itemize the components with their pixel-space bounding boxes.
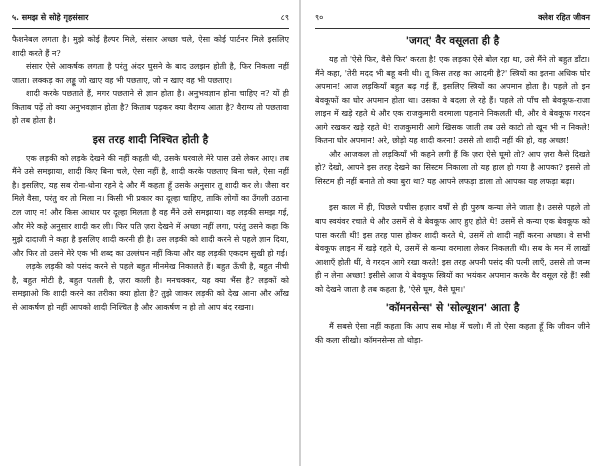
left-paragraph: लड़के लड़की को पसंद करने से पहले बहुत मीनमेख निकालते हैं। बहुत ऊँची है, बहुत नीची है, बहुत मोटी है, बहुत पतली है, ज़रा काली है। मनचक्कर, यह क्या भैंस है? लड़कों को समझाओ कि शादी करने का तरीका क्या होता है? तुझे जाकर लड़की को देख आना और आँख से आकर्षण हो नहीं आपको शादी निश्चित है और आकर्षण न हो तो आप बंद रखना।	[12, 262, 289, 312]
right-page-number: ९०	[315, 12, 324, 22]
section-heading: 'कॉमनसेन्स' से 'सोल्यूशन' आता है	[385, 302, 520, 315]
right-page	[301, 0, 600, 466]
right-paragraph: मैं सबसे ऐसा नहीं कहता कि आप सब मोक्ष में चलो। मैं तो ऐसा कहता हूँ कि जीवन जीने की कला सीखो। कॉमनसेन्स तो थोड़ा-	[315, 322, 590, 345]
left-page	[0, 0, 299, 466]
left-paragraph: फैशनेबल लगता है। मुझे कोई हैल्पर मिले, संसार अच्छा चले, ऐसा कोई पार्टनर मिले इसलिए शादी करते हैं न?	[12, 35, 289, 58]
section-heading: इस तरह शादी निश्चित होती है	[92, 133, 209, 146]
right-paragraph: और आजकल तो लड़कियाँ भी कहने लगी हैं कि ज़रा ऐसे घूमो तो? आप ज़रा कैसे दिखते हो? देखो, आपने इस तरह देखने का सिस्टम निकाला तो यह हाल हो गया है आपका? इससे तो सिस्टम ही नहीं बनाते तो क्या बुरा था? यह आपने लफड़ा डाला तो आपका यह लफड़ा बढ़ा।	[315, 149, 590, 186]
left-paragraph: शादी करके पछताते हैं, मगर पछताने से ज्ञान होता है। अनुभवज्ञान होना चाहिए न? यों ही किताब पढ़ें तो क्या अनुभवज्ञान होता है? किताब पढ़कर क्या वैराग्य आता है? वैराग्य तो पछतावा हो तब होता है।	[12, 89, 289, 126]
left-running-head	[12, 6, 289, 29]
right-paragraph: यह तो 'ऐसे फिर, वैसे फिर' करता है! एक लड़का ऐसे बोल रहा था, उसे मैंने तो बहुत डाँटा। मैंने कहा, 'तेरी मदद भी बहू बनी थी। तू किस तरह का आदमी है?' स्त्रियों का इतना अधिक घोर अपमान! आज लड़कियाँ बहुत बढ़ गई हैं, इसलिए स्त्रियों का अपमान होता है। पहले तो इन बेवकूफों का घोर अपमान होता था। उसका वे बदला ले रहे हैं। पहले तो पाँच सौ बेवकूफ-राजा लाइन में खड़े रहते थे और एक राजकुमारी वरमाला पहनाने निकलती थी, और वे बेवकूफ गरदन आगे रखकर खड़े रहते थे! राजकुमारी आगे खिसक जाती तब उसे काटो तो खून भी न निकले! कितना घोर अपमान! अरे, छोड़ो यह शादी करना! उससे तो शादी नहीं की हो, वह अच्छा!	[315, 55, 590, 146]
right-paragraph: इस काल में ही, पिछले पचीस हज़ार वर्षों से ही पुरुष कन्या लेने जाता है। उससे पहले तो बाप स्वयंवर रचाते थे और उसमें से वे बेवकूफ आए हुए होते थे! उसमें से कन्या एक बेवकूफ को पास करती थी! इस तरह पास होकर शादी करते थे, उसमें तो शादी नहीं करना अच्छा। वे सभी बेवकूफ लाइन में खड़े रहते थे, उसमें से कन्या वरमाला लेकर निकलती थी। सब के मन में लाखों आशाएँ होती थीं, वे गरदन आगे रखा करते! इस तरह अपनी पसंद की पत्नी लाएँ, उससे तो जन्म ही न लेना अच्छा! इसीसे आज ये बेवकूफ स्त्रियों का भयंकर अपमान करके वैर वसूल रहे हैं! स्त्री को देखने जाता है तब कहता है, 'ऐसे घूम, वैसे घूम।'	[315, 203, 590, 294]
section-heading: 'जगत्' वैर वसूलता ही है	[405, 35, 500, 47]
left-paragraph: एक लड़की को लड़के देखने की नहीं कहती थी, उसके घरवाले मेरे पास उसे लेकर आए। तब मैंने उसे समझाया, शादी किए बिना चले, ऐसा नहीं है, शादी करके पछताए बिना चले, ऐसा नहीं है। इसलिए, यह सब रोना-धोना रहने दे और मैं कहता हूँ उसके अनुसार तू शादी कर ले। जैसा वर मिले वैसा, परंतु वर तो मिला न। किसी भी प्रकार का दूल्हा चाहिए, ताकि लोगों का उँगली उठाना टल जाए न! और किस आधार पर दूल्हा मिलता है वह मैंने उसे समझाया। वह लड़की समझ गई, और मेरे कहे अनुसार शादी कर ली। फिर पति ज़रा देखने में अच्छा नहीं लगा, परंतु उसने कहा कि मुझे दादाजी ने कहा है इसलिए शादी करनी ही है। उस लड़की को शादी करने से पहले ज्ञान दिया, और फिर तो उसने मेरे एक भी शब्द का उल्लंघन नहीं किया और वह लड़की एकदम सुखी हो गई।	[12, 153, 289, 258]
right-running-head	[315, 6, 590, 29]
left-paragraph: संसार ऐसे आकर्षक लगता है परंतु अंदर घुसने के बाद उलझन होती है, फिर निकला नहीं जाता। लक्कड़ का लड्डू जो खाए वह भी पछताए, जो न खाए वह भी पछताए।	[12, 62, 289, 85]
blank-line	[315, 188, 590, 201]
right-running-title: क्लेश रहित जीवन	[538, 11, 590, 22]
left-running-title: ५. समझ से सोहे गृहसंसार	[12, 11, 89, 22]
left-page-number: ८९	[280, 12, 289, 22]
